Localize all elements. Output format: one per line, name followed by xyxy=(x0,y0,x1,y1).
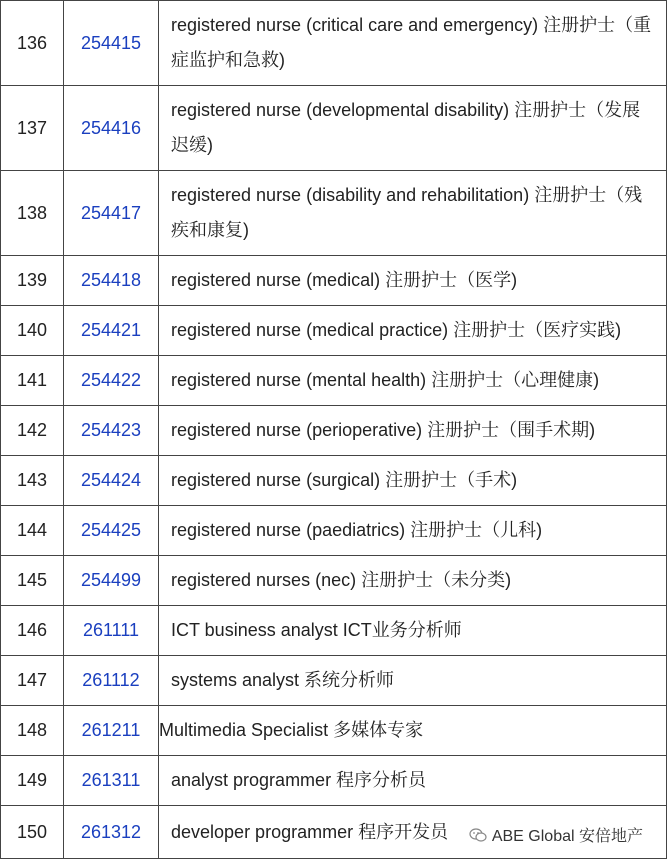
occupation-name: registered nurse (medical) 注册护士（医学) xyxy=(159,256,667,306)
table-row xyxy=(1,256,667,306)
occupation-code-link[interactable]: 254415 xyxy=(64,1,159,86)
row-number: 149 xyxy=(1,756,64,806)
watermark-text: ABE Global 安倍地产 xyxy=(491,828,643,845)
wechat-icon xyxy=(469,828,487,842)
row-number: 143 xyxy=(1,456,64,506)
occupation-name: systems analyst 系统分析师 xyxy=(159,656,667,706)
occupation-name: registered nurse (critical care and emergency) 注册护士（重症监护和急救) xyxy=(159,1,667,86)
row-number: 148 xyxy=(1,706,64,756)
occupation-name: Multimedia Specialist 多媒体专家 xyxy=(159,706,667,756)
occupation-code-link[interactable]: 254424 xyxy=(64,456,159,506)
row-number: 146 xyxy=(1,606,64,656)
table-row xyxy=(1,656,667,706)
table-row xyxy=(1,306,667,356)
occupation-name: ICT business analyst ICT业务分析师 xyxy=(159,606,667,656)
occupation-code-link[interactable]: 261112 xyxy=(64,656,159,706)
occupation-code-link[interactable]: 261211 xyxy=(64,706,159,756)
table-row xyxy=(1,86,667,171)
occupation-name: registered nurse (paediatrics) 注册护士（儿科) xyxy=(159,506,667,556)
row-number: 147 xyxy=(1,656,64,706)
occupation-code-link[interactable]: 254422 xyxy=(64,356,159,406)
occupation-code-link[interactable]: 254425 xyxy=(64,506,159,556)
table-row xyxy=(1,606,667,656)
occupation-code-link[interactable]: 254421 xyxy=(64,306,159,356)
occupation-code-link[interactable]: 254416 xyxy=(64,86,159,171)
occupation-code-link[interactable]: 261312 xyxy=(64,806,159,859)
row-number: 137 xyxy=(1,86,64,171)
row-number: 141 xyxy=(1,356,64,406)
watermark xyxy=(467,823,647,846)
table-row xyxy=(1,756,667,806)
occupation-code-link[interactable]: 254418 xyxy=(64,256,159,306)
occupation-code-link[interactable]: 254423 xyxy=(64,406,159,456)
row-number: 138 xyxy=(1,171,64,256)
row-number: 136 xyxy=(1,1,64,86)
occupation-name: developer programmer 程序开发员 xyxy=(159,806,667,859)
row-number: 140 xyxy=(1,306,64,356)
row-number: 150 xyxy=(1,806,64,859)
occupation-name: registered nurse (developmental disability) 注册护士（发展迟缓) xyxy=(159,86,667,171)
table-row xyxy=(1,506,667,556)
table-row xyxy=(1,406,667,456)
occupation-name: analyst programmer 程序分析员 xyxy=(159,756,667,806)
table-row xyxy=(1,1,667,86)
row-number: 139 xyxy=(1,256,64,306)
occupation-code-link[interactable]: 261111 xyxy=(64,606,159,656)
occupation-code-link[interactable]: 261311 xyxy=(64,756,159,806)
occupation-name: registered nurse (perioperative) 注册护士（围手术期) xyxy=(159,406,667,456)
table-row xyxy=(1,356,667,406)
occupation-name: registered nurse (surgical) 注册护士（手术) xyxy=(159,456,667,506)
occupation-name: registered nurse (mental health) 注册护士（心理健康) xyxy=(159,356,667,406)
occupation-code-link[interactable]: 254417 xyxy=(64,171,159,256)
row-number: 144 xyxy=(1,506,64,556)
table-row xyxy=(1,706,667,756)
occupation-name: registered nurses (nec) 注册护士（未分类) xyxy=(159,556,667,606)
table-row xyxy=(1,456,667,506)
row-number: 142 xyxy=(1,406,64,456)
occupation-code-link[interactable]: 254499 xyxy=(64,556,159,606)
occupation-name: registered nurse (medical practice) 注册护士（医疗实践) xyxy=(159,306,667,356)
occupation-name: registered nurse (disability and rehabilitation) 注册护士（残疾和康复) xyxy=(159,171,667,256)
table-row xyxy=(1,171,667,256)
table-row xyxy=(1,556,667,606)
row-number: 145 xyxy=(1,556,64,606)
